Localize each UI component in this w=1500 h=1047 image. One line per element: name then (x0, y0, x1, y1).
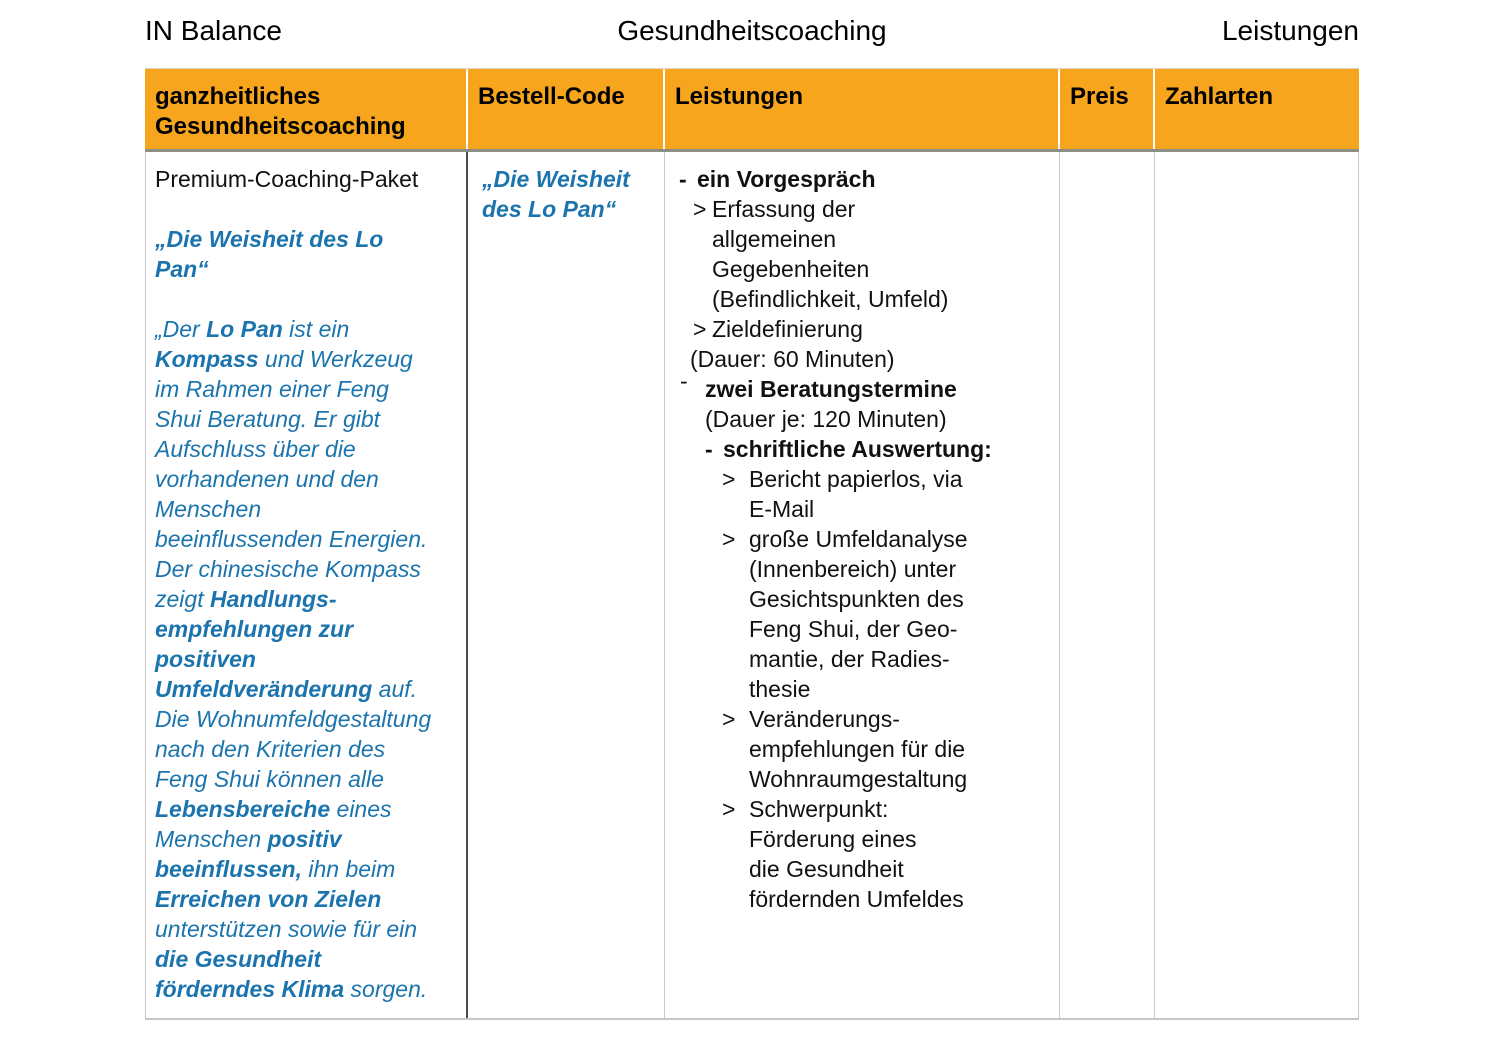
bestell-code-value: „Die Weisheit des Lo Pan“ (482, 166, 630, 222)
leistungen-cell (665, 152, 1060, 1018)
leistungen-item (665, 164, 1053, 194)
leistungen-item (665, 194, 1053, 314)
arrow-bullet: > (722, 466, 736, 492)
leistungen-item (665, 704, 1053, 794)
leistungen-item-text: schriftliche Auswertung: (723, 436, 992, 462)
package-title: Premium-Coaching-Paket (155, 166, 419, 192)
leistungen-list (665, 164, 1053, 914)
page-header-left: IN Balance (145, 15, 282, 46)
leistungen-item-text: große Umfeldanalyse (Innenbereich) unter Gesichtspunkten des Feng Shui, der Geo- mantie, der Radies- thesie (749, 526, 968, 702)
column-header-preis: Preis (1060, 69, 1155, 149)
leistungen-item-text: Veränderungs- empfehlungen für die Wohnraumgestaltung (749, 706, 968, 792)
column-header-gesundheitscoaching: ganzheitliches Gesundheitscoaching (145, 69, 468, 149)
bestell-code-cell (468, 152, 665, 1018)
leistungen-item-text: (Dauer: 60 Minuten) (690, 346, 895, 372)
leistungen-item (665, 314, 1053, 344)
leistungen-item-text: Schwerpunkt: Förderung eines die Gesundheit fördernden Umfeldes (749, 796, 964, 912)
package-subtitle: „Die Weisheit des Lo Pan“ (155, 226, 384, 282)
leistungen-item-text: Bericht papierlos, via E-Mail (749, 466, 963, 522)
table-body-row (145, 152, 1359, 1020)
leistungen-item (665, 344, 1053, 374)
arrow-bullet: > (693, 316, 707, 342)
leistungen-item-text: ein Vorgespräch (697, 166, 876, 192)
column-header-bestell-code: Bestell-Code (468, 69, 665, 149)
column-header-leistungen: Leistungen (665, 69, 1060, 149)
page-header-right: Leistungen (1221, 15, 1359, 46)
dash-bullet: - (679, 166, 687, 192)
leistungen-item (665, 368, 1053, 404)
leistungen-item (665, 524, 1053, 704)
zahlarten-cell (1155, 152, 1358, 1018)
column-header-zahlarten: Zahlarten (1165, 83, 1274, 110)
leistungen-item-text: Erfassung der allgemeinen Gegebenheiten (Befindlichkeit, Umfeld) (712, 196, 949, 312)
leistungen-item-text: Zieldefinierung (712, 316, 863, 342)
leistungen-item-text: zwei Beratungstermine (705, 376, 957, 402)
arrow-bullet: > (722, 796, 736, 822)
dash-bullet: - (705, 436, 713, 462)
leistungen-item-text: (Dauer je: 120 Minuten) (705, 406, 947, 432)
arrow-bullet: > (722, 706, 736, 732)
arrow-bullet: > (722, 526, 736, 552)
table-header-row (145, 68, 1359, 152)
leistungen-item (665, 464, 1053, 524)
dash-bullet: - (680, 368, 688, 394)
arrow-bullet: > (693, 196, 707, 222)
page-header (145, 14, 1359, 48)
package-cell (146, 152, 468, 1018)
leistungen-item (665, 434, 1053, 464)
package-description: „Der Lo Pan ist ein Kompass und Werkzeug im Rahmen einer Feng Shui Beratung. Er gibt Aufschluss über die vorhandenen und den Menschen beeinflussenden Energien. Der chinesische Kompass zeigt Handlungs- empfehlungen zur positiven Umfeldveränderung auf. Die Wohnumfeldgestaltung nach den Kriterien des Feng Shui können alle Lebensbereiche eines Menschen positiv beeinflussen, ihn beim Erreichen von Zielen unterstützen sowie für ein die Gesundheit förderndes Klima sorgen. (155, 316, 432, 1002)
pricing-table (145, 68, 1359, 1020)
leistungen-item (665, 404, 1053, 434)
leistungen-item (665, 794, 1053, 914)
preis-cell (1060, 152, 1155, 1018)
page-header-center: Gesundheitscoaching (617, 15, 887, 46)
